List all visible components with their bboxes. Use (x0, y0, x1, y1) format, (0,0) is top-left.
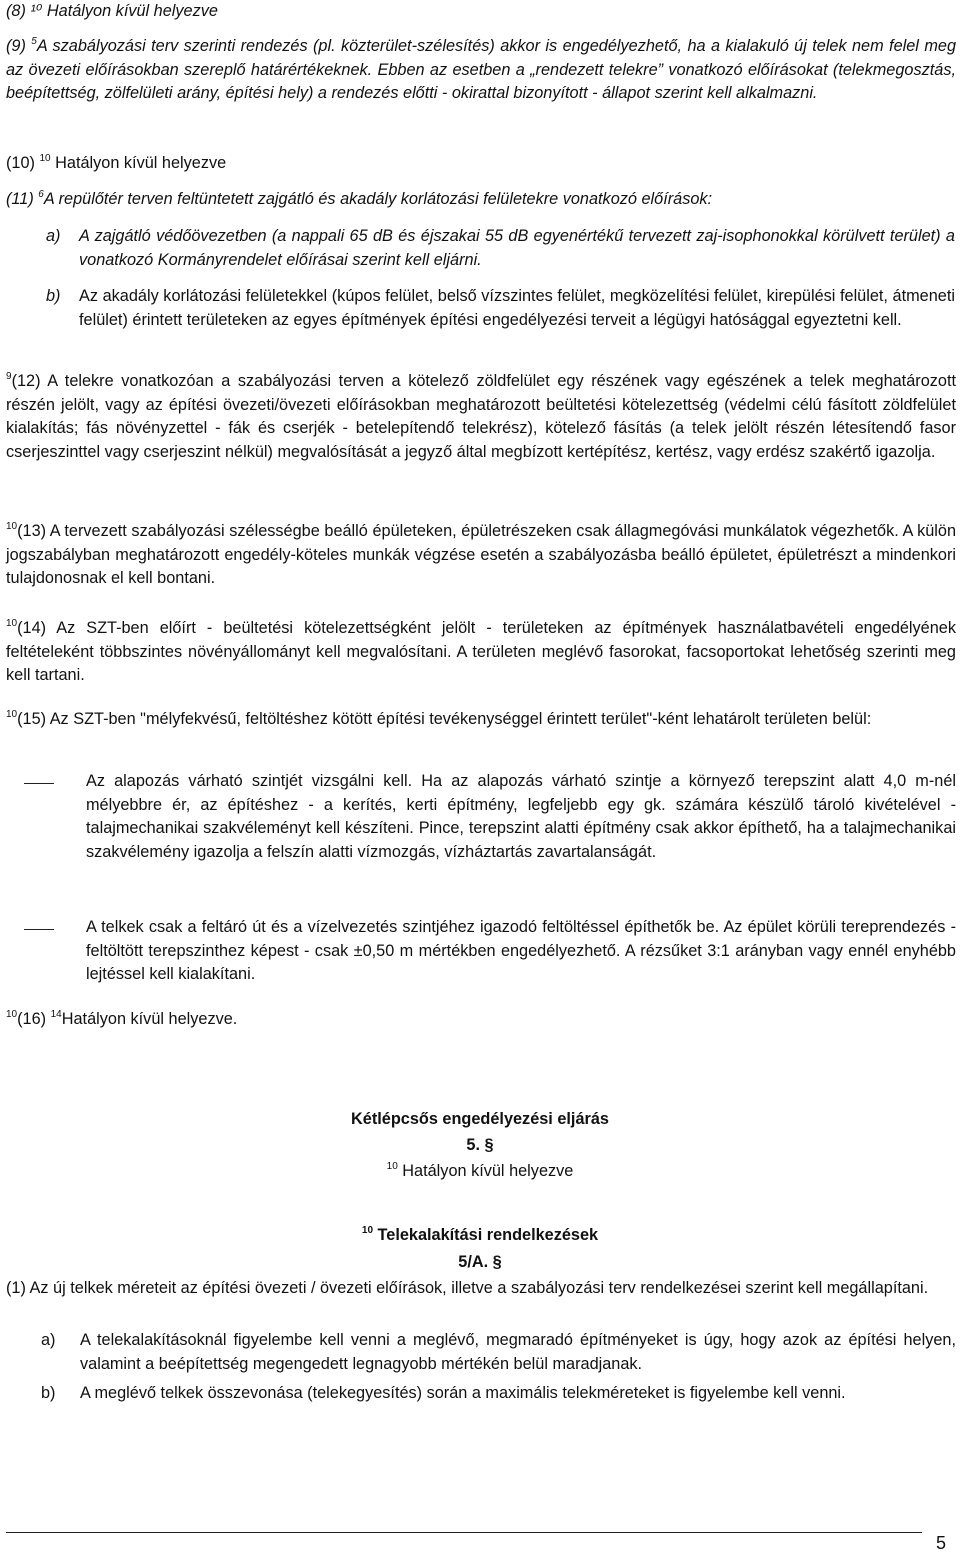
list-item: Az alapozás várható szintjét vizsgálni kell. Ha az alapozás várható szintje a környező terepszint alatt 4,0 m-nél mélyebbre ér, az építéshez - a kerítés, kerti építmény, legfeljebb egy gk. számára készülő tároló kivételével - talajmechanikai szakvéleményt kell készíteni. Pince, terepszint alatti építmény csak akkor építhető, ha a talajmechanikai szakvélemény igazolja a felszín alatti vízmozgás, vízháztartás zavartalanságát. (86, 772, 956, 861)
footnote-ref: 10 (6, 520, 18, 532)
item-a-label: a) (41, 1331, 56, 1349)
paragraph-15 (6, 708, 956, 732)
paragraph-14-text: (14) Az SZT-ben előírt - beültetési kötelezettségként jelölt - területeken az építmények használatbavételi engedélyének feltételeként többszintes növényállományt kell megvalósítani. A területen meglévő fasorokat, facsoportokat lehetőség szerinti meg kell tartani. (6, 619, 956, 685)
paragraph-5a-1: (1) Az új telkek méreteit az építési övezeti / övezeti előírások, illetve a szabályozási terv rendelkezései szerint kell megállapítani. (6, 1279, 929, 1297)
paragraph-16 (6, 1008, 956, 1032)
item-b-text: A meglévő telkek összevonása (telekegyesítés) során a maximális telekméreteket is figyelembe kell venni. (80, 1384, 846, 1402)
paragraph-12-text: (12) A telekre vonatkozóan a szabályozási terven a kötelező zöldfelület egy részének vagy egészének a telek meghatározott részén jelölt, vagy az építési övezeti/övezeti előírásokban meghatározott beültetési kötelezettség (védelmi célú fásított zöldfelület kialakítás; fás növényzettel - fák és cserjék - betelepítendő telekrész), kötelező fásítás (a telek jelölt részén létesítendő fasor cserjeszinttel vagy cserjeszint nélkül) megvalósítását a jegyző által megbízott kertépítész, kertész, vagy erdész szakértő igazolja. (6, 372, 956, 461)
section-number: 5. § (466, 1136, 494, 1154)
dash-bullet (24, 783, 54, 784)
item-b-label: b) (41, 1384, 56, 1402)
page-number: 5 (936, 1533, 947, 1553)
paragraph-8-text: (8) ¹⁰ Hatályon kívül helyezve (6, 2, 218, 20)
paragraph-16-number: (16) (17, 1010, 51, 1028)
footnote-ref: 10 (6, 617, 18, 629)
paragraph-12 (6, 370, 956, 464)
paragraph-11-number: (11) (6, 190, 39, 208)
footnote-ref: 9 (6, 370, 12, 382)
footnote-ref: 10 (39, 152, 51, 164)
paragraph-15-text: (15) Az SZT-ben "mélyfekvésű, feltöltéshez kötött építési tevékenységgel érintett terület"-ként lehatárolt területen belül: (17, 710, 872, 728)
paragraph-10-text: Hatályon kívül helyezve (50, 154, 227, 172)
dash-bullet (24, 929, 54, 930)
footer-divider (6, 1532, 922, 1533)
list-item: A telkek csak a feltáró út és a vízelvezetés szintjéhez igazodó feltöltéssel építhetők be. Az épület körüli tereprendezés - feltöltött terepszinthez képest - csak ±0,50 m mértékben engedélyezhető. A rézsűket 3:1 arányban vagy ennél enyhébb lejtéssel kell kialakítani. (86, 918, 956, 984)
paragraph-8 (6, 0, 956, 24)
footnote-ref: 5 (31, 35, 37, 47)
paragraph-9-text: A szabályozási terv szerinti rendezés (pl. közterület-szélesítés) akkor is engedélyezhető, ha a kialakuló új telek nem felel meg az övezeti előírásokban szereplő határértékeknek. Ebben az esetben a „rendezett telekre” vonatkozó előírásokat (telekmegosztás, beépítettség, zölfelületi arány, építési hely) a rendezés előtti - okirattal bizonyított - állapot szerint kell alkalmazni. (6, 37, 956, 103)
paragraph-9 (6, 35, 956, 106)
item-a-text: A zajgátló védőövezetben (a nappali 65 dB és éjszakai 55 dB egyenértékű tervezett zaj-isophonokkal körülvett terület) a vonatkozó Kormányrendelet előírásai szerint kell eljárni. (79, 227, 955, 269)
item-b-label: b) (46, 287, 61, 305)
paragraph-16-text: Hatályon kívül helyezve. (61, 1010, 238, 1028)
section-number: 5/A. § (458, 1253, 502, 1271)
section-heading (0, 1224, 960, 1247)
item-a-text: A telekalakításoknál figyelembe kell venni a meglévő, megmaradó építményeket is úgy, hogy azok az építési helyen, valamint a beépítettség megengedett legnagyobb mértékén belül maradjanak. (80, 1331, 956, 1373)
section-heading: Kétlépcsős engedélyezési eljárás (351, 1110, 609, 1128)
paragraph-10 (6, 152, 956, 176)
footnote-ref: 10 (361, 1224, 374, 1236)
section-heading-text: Telekalakítási rendelkezések (373, 1226, 599, 1244)
paragraph-11 (6, 188, 956, 212)
section-note-text: Hatályon kívül helyezve (397, 1162, 574, 1180)
footnote-ref: 10 (6, 708, 18, 720)
item-a-label: a) (46, 227, 61, 245)
paragraph-13-text: (13) A tervezett szabályozási szélességbe beálló épületeken, épületrészeken csak állagmegóvási munkálatok végezhetők. A külön jogszabályban meghatározott engedély-köteles munkák végzése esetén a szabályozásba beálló épületet, épületrészt a mindenkori tulajdonosnak el kell bontani. (6, 522, 956, 588)
footnote-ref: 10 (6, 1008, 18, 1020)
paragraph-10-number: (10) (6, 154, 40, 172)
footnote-ref: 14 (50, 1008, 62, 1020)
item-b-text: Az akadály korlátozási felületekkel (kúpos felület, belső vízszintes felület, megközelítési felület, kirepülési felület, átmeneti felület) érintett területeken az egyes építmények építési engedélyezési terveit a légügyi hatósággal egyeztetni kell. (79, 287, 955, 329)
footnote-ref: 6 (38, 188, 44, 200)
footnote-ref: 10 (386, 1160, 398, 1172)
paragraph-11-text: A repülőtér terven feltüntetett zajgátló és akadály korlátozási felületekre vonatkozó előírások: (43, 190, 713, 208)
paragraph-13 (6, 520, 956, 591)
paragraph-14 (6, 617, 956, 688)
paragraph-9-number: (9) (6, 37, 32, 55)
section-note (0, 1160, 960, 1183)
